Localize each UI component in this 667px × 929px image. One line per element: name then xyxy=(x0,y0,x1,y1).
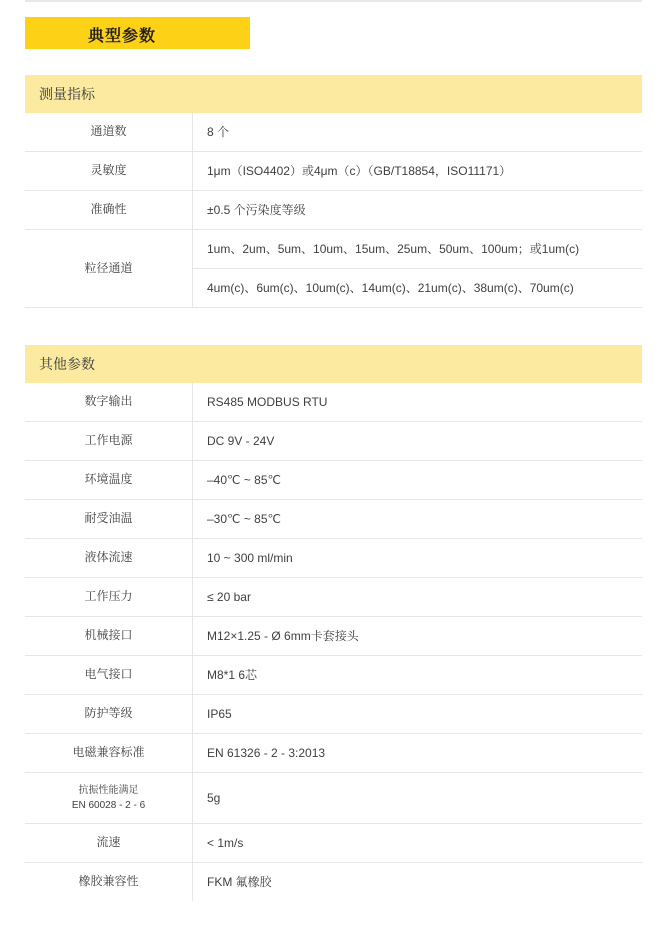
table-row xyxy=(25,191,642,230)
row-label: 数字输出 xyxy=(25,383,193,422)
title-banner xyxy=(25,17,250,49)
table-row xyxy=(25,113,642,152)
row-value: 1μm（ISO4402）或4μm（c）（GB/T18854，ISO11171） xyxy=(193,152,643,191)
row-value: < 1m/s xyxy=(193,824,643,863)
table-row xyxy=(25,539,642,578)
section-other-specs xyxy=(25,345,642,901)
row-label xyxy=(25,773,193,824)
row-value: –30℃ ~ 85℃ xyxy=(193,500,643,539)
row-label: 粒径通道 xyxy=(25,230,193,308)
table-row xyxy=(25,695,642,734)
row-label: 机械接口 xyxy=(25,617,193,656)
table-row xyxy=(25,422,642,461)
row-label: 防护等级 xyxy=(25,695,193,734)
row-value: FKM 氟橡胶 xyxy=(207,875,272,889)
row-label: 液体流速 xyxy=(25,539,193,578)
row-value-secondary: 4um(c)、6um(c)、10um(c)、14um(c)、21um(c)、38um(c)、70um(c) xyxy=(193,269,643,308)
table-row xyxy=(25,461,642,500)
row-value: DC 9V - 24V xyxy=(193,422,643,461)
row-label: 灵敏度 xyxy=(25,152,193,191)
table-row xyxy=(25,656,642,695)
row-value: M12×1.25 - Ø 6mm卡套接头 xyxy=(193,617,643,656)
section-measurement-specs xyxy=(25,75,642,308)
top-divider xyxy=(25,0,642,2)
row-value: 5g xyxy=(193,773,643,824)
table-row xyxy=(25,578,642,617)
row-label: 准确性 xyxy=(25,191,193,230)
row-label: 工作压力 xyxy=(25,578,193,617)
table-row xyxy=(25,773,642,824)
table-row xyxy=(25,230,642,269)
row-value: –40℃ ~ 85℃ xyxy=(193,461,643,500)
row-label: 通道数 xyxy=(25,113,193,152)
row-label: 电磁兼容标准 xyxy=(25,734,193,773)
row-value: 1um、2um、5um、10um、15um、25um、50um、100um；或1um(c) xyxy=(193,230,643,269)
row-value: M8*1 6芯 xyxy=(193,656,643,695)
row-value: 10 ~ 300 ml/min xyxy=(193,539,643,578)
table-row xyxy=(25,734,642,773)
row-label: 耐受油温 xyxy=(25,500,193,539)
row-label: 环境温度 xyxy=(25,461,193,500)
section-heading: 测量指标 xyxy=(25,75,642,113)
row-label: 工作电源 xyxy=(25,422,193,461)
page-title: 典型参数 xyxy=(88,28,157,45)
row-label: 电气接口 xyxy=(25,656,193,695)
table-row xyxy=(25,152,642,191)
row-value: RS485 MODBUS RTU xyxy=(193,383,643,422)
row-label-line1: 抗振性能满足 xyxy=(78,785,139,796)
table-row xyxy=(25,617,642,656)
spec-table-measurement xyxy=(25,113,642,308)
spec-table-other xyxy=(25,383,642,901)
section-heading: 其他参数 xyxy=(25,345,642,383)
row-value: ±0.5 个污染度等级 xyxy=(193,191,643,230)
table-row xyxy=(25,824,642,863)
table-row xyxy=(25,863,642,902)
table-row xyxy=(25,383,642,422)
row-label: 橡胶兼容性 xyxy=(25,863,193,902)
table-row xyxy=(25,500,642,539)
row-label-line2: EN 60028 - 2 - 6 xyxy=(71,800,146,811)
row-label: 流速 xyxy=(25,824,193,863)
row-value: IP65 xyxy=(193,695,643,734)
row-value: EN 61326 - 2 - 3:2013 xyxy=(193,734,643,773)
row-value: 8 个 xyxy=(193,113,643,152)
row-value: ≤ 20 bar xyxy=(193,578,643,617)
